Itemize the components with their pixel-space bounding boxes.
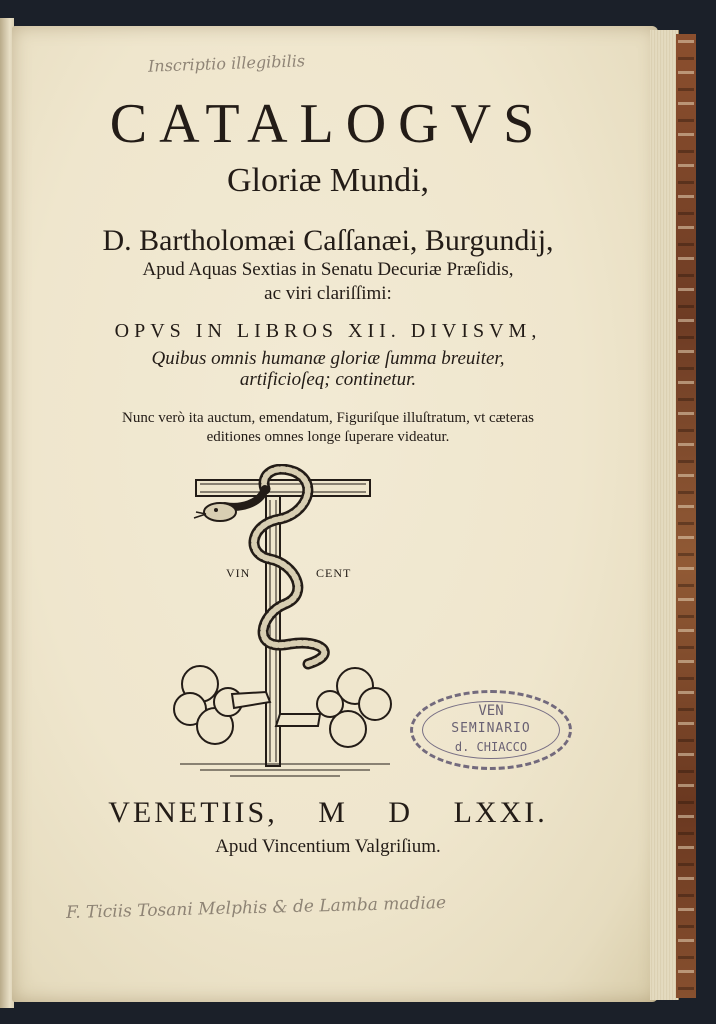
printer-device-emblem (170, 464, 410, 794)
imprint-printer: Apud Vincentium Valgriſium. (215, 836, 441, 857)
book-title: CATALOGVS (109, 93, 547, 155)
work-description: OPVS IN LIBROS XII. DIVISVM, (114, 320, 542, 342)
stamp-line3: d. CHIACCO (454, 740, 528, 754)
author-line: D. Bartholomæi Caſſanæi, Burgundij, (102, 224, 554, 257)
imprint-place-year (20, 796, 636, 830)
stamp-line2: SEMINARIO (451, 721, 531, 736)
book-subtitle: Gloriæ Mundi, (226, 162, 430, 199)
content-description-line2: artificioſeq; continetur. (239, 369, 417, 390)
emblem-motto-right: CENT (316, 566, 352, 580)
author-office-line: Apud Aquas Sextias in Senatu Decuriæ Præſidis, (142, 259, 514, 280)
binding-texture (678, 40, 694, 990)
stamp-line1: VEN (478, 703, 504, 719)
edition-note-line1: Nunc verò ita auctum, emendatum, Figuriſque illuſtratum, vt cæteras (122, 410, 534, 426)
handwritten-inscription-top: Inscriptio illegibilis (147, 51, 306, 76)
clouds-and-hands (174, 666, 391, 747)
page-fore-edge (650, 30, 679, 1000)
edition-note-line2: editiones omnes longe ſuperare videatur. (206, 429, 450, 445)
handwritten-inscription-bottom: F. Ticiis Tosani Melphis & de Lamba madiae (65, 893, 447, 923)
ground-hatching (180, 764, 390, 776)
serpent (194, 469, 324, 664)
emblem-motto-left: VIN (226, 566, 251, 580)
library-stamp (410, 690, 572, 770)
content-description-line1: Quibus omnis humanæ gloriæ ſumma breuiter, (151, 348, 505, 369)
author-honorific-line: ac viri clariſſimi: (264, 283, 392, 304)
imprint-place: VENETIIS, (108, 796, 278, 829)
imprint-year: M D LXXI. (318, 796, 548, 829)
